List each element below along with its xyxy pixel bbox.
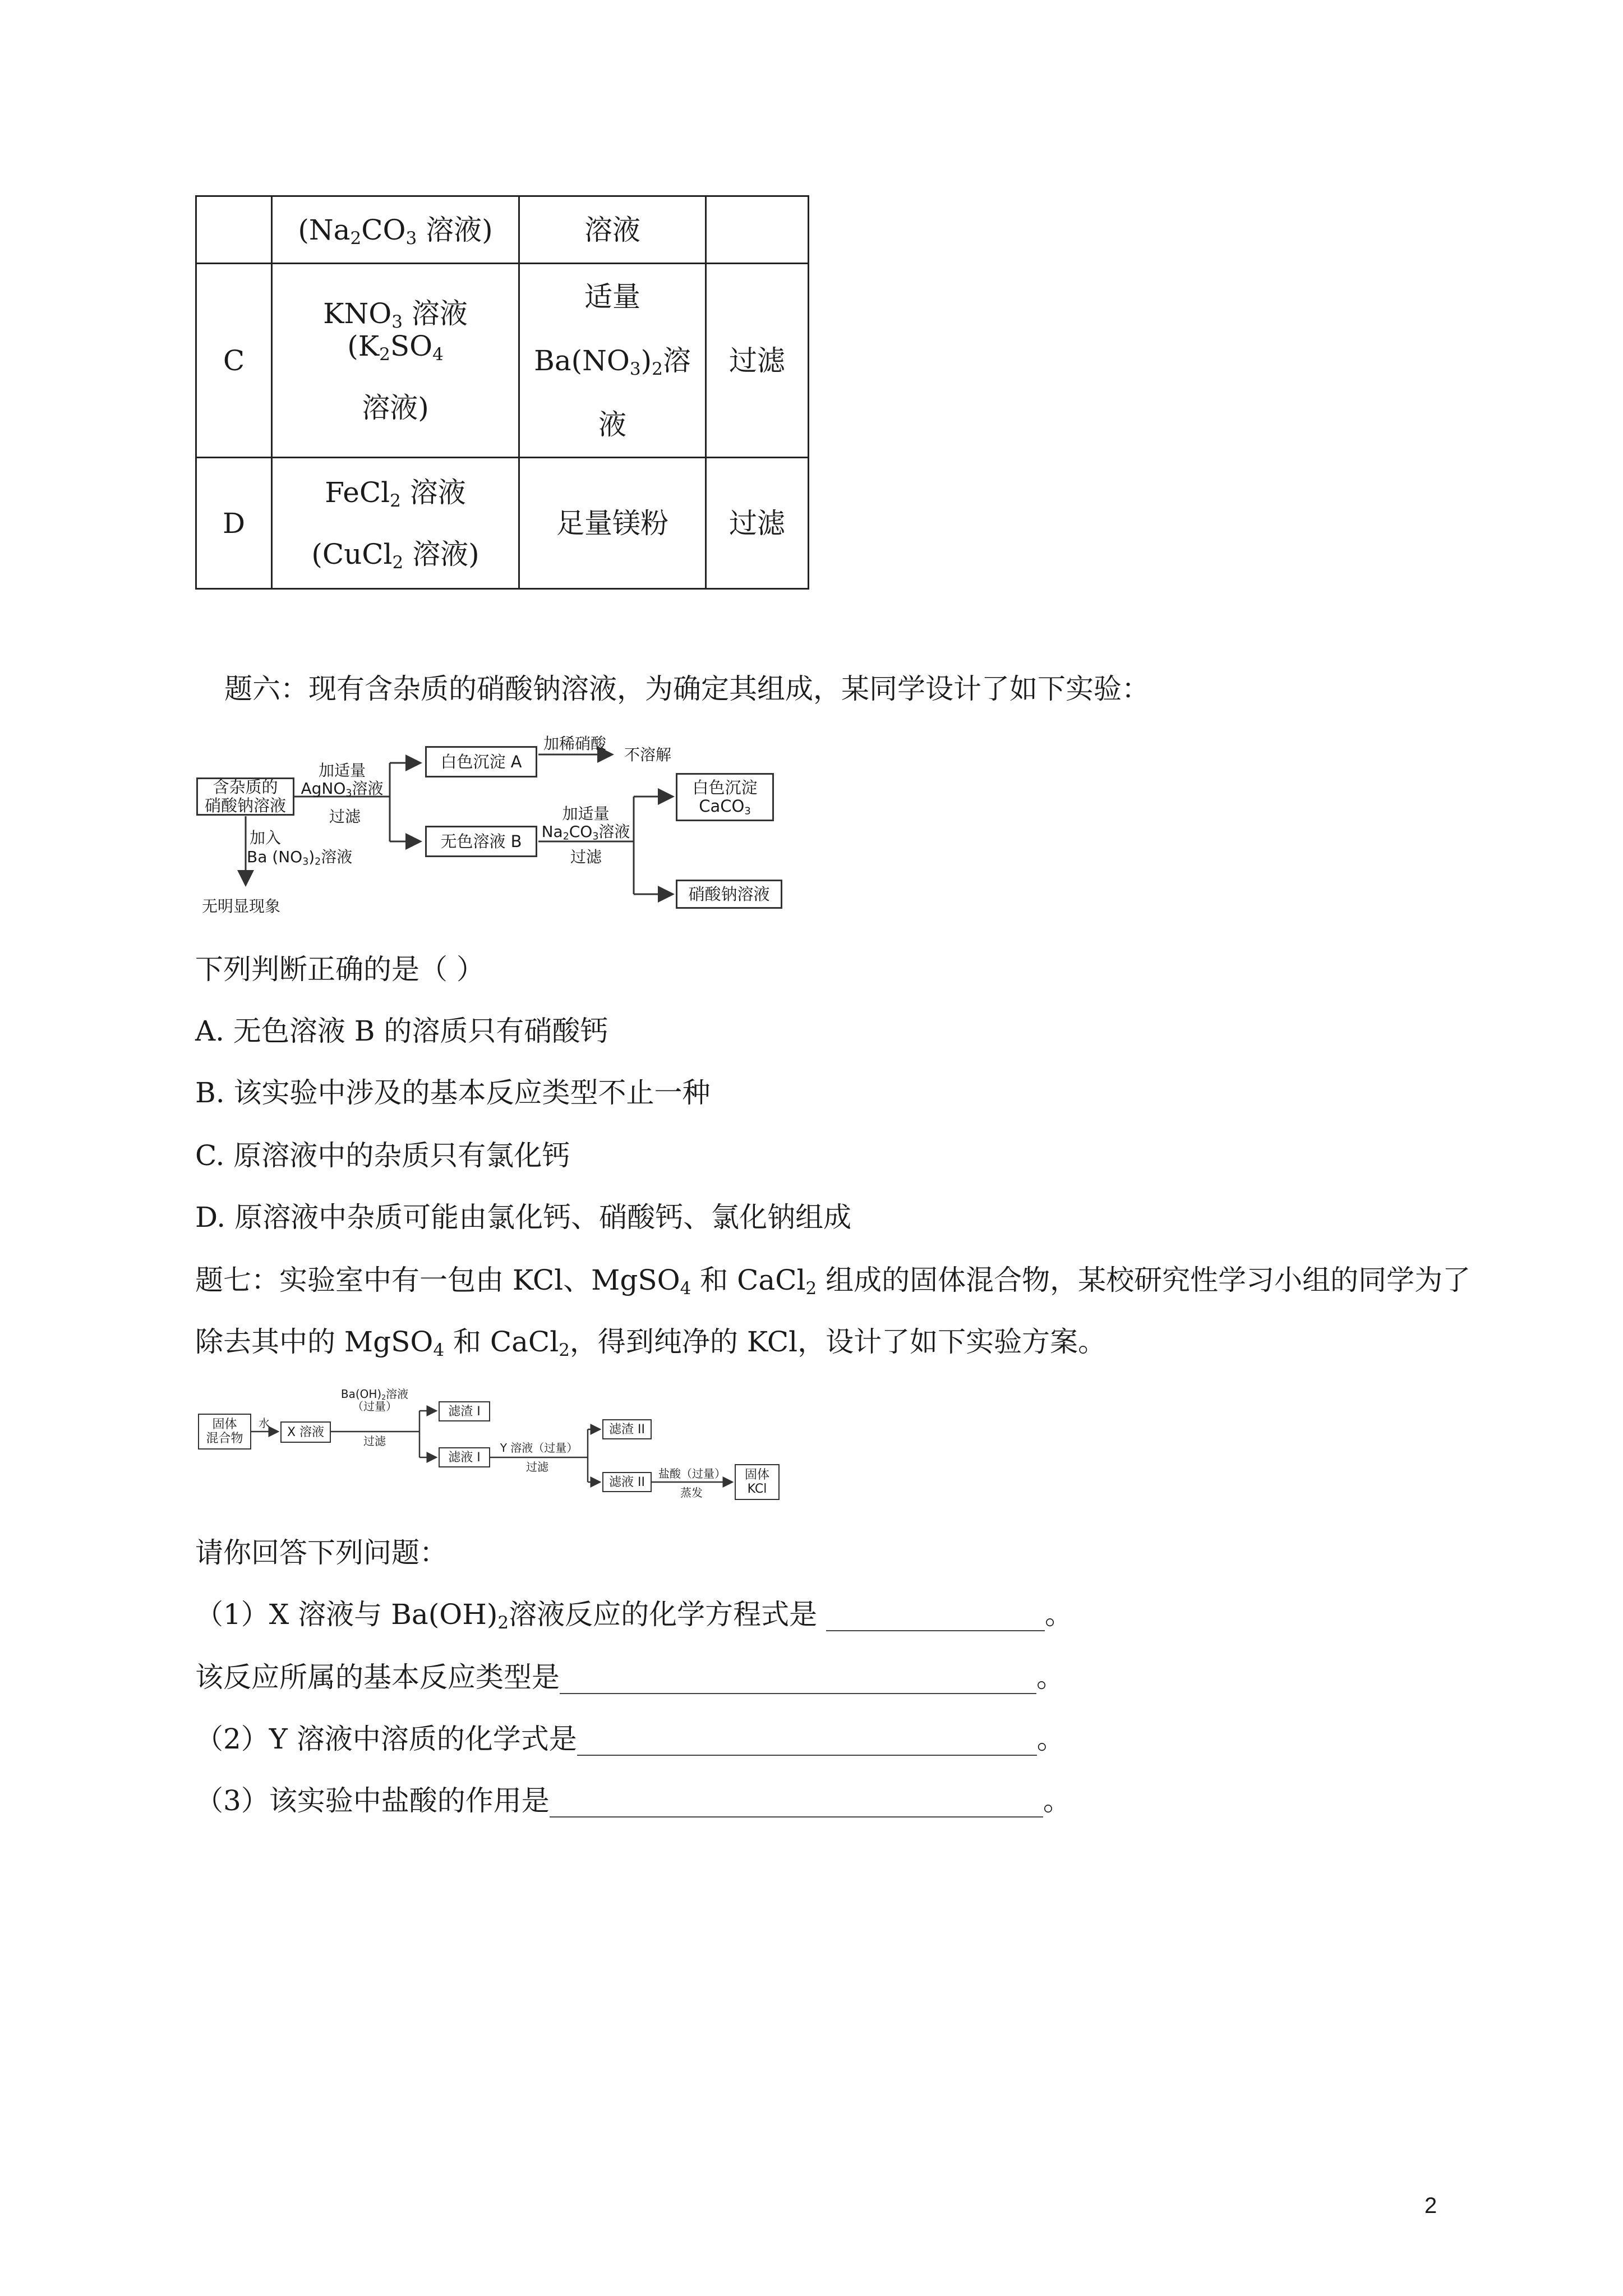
sodium-nitrate-box: 硝酸钠溶液 xyxy=(676,880,782,909)
caco3-precipitate-box: 白色沉淀 CaCO$_3$ xyxy=(676,773,774,821)
table-cell-label xyxy=(196,196,272,264)
q7-flow-diagram xyxy=(195,1386,790,1509)
table-cell-sample: ($Na_2CO_3$ 溶液) xyxy=(272,196,519,264)
insoluble-result: 不溶解 xyxy=(624,746,671,764)
y-solution-label: Y 溶液（过量） xyxy=(500,1441,578,1455)
evaporate-label: 蒸发 xyxy=(680,1486,703,1499)
q7-question-3: （3）该实验中盐酸的作用是 。 xyxy=(195,1784,1071,1817)
colorless-solution-b-box: 无色溶液 B xyxy=(425,826,537,857)
arrow2-filter-label: 过滤 xyxy=(570,848,602,866)
q6-option-b: B. 该实验中涉及的基本反应类型不止一种 xyxy=(195,1076,711,1109)
barium-hydroxide-label: $Ba(OH)_2$溶液 （过量） xyxy=(340,1387,409,1413)
table-cell-reagent: 适量 $Ba(NO_3)_2$溶 液 xyxy=(519,264,706,458)
residue-2-box: 滤渣 II xyxy=(602,1419,652,1439)
answer-blank-1b[interactable] xyxy=(560,1667,1036,1694)
table-cell-sample: $KNO_3$ 溶液($K_2SO_4$ 溶液) xyxy=(272,264,519,458)
arrow2-label: 加适量 $Na_2CO_3$溶液 xyxy=(541,804,630,843)
table-row xyxy=(196,458,809,589)
down-arrow-add-label: 加入 xyxy=(250,829,282,847)
q6-option-a: A. 无色溶液 B 的溶质只有硝酸钙 xyxy=(195,1015,608,1047)
arrow1-label: 加适量 AgNO$_3$溶液 xyxy=(301,761,384,799)
q6-prompt: 下列判断正确的是（ ） xyxy=(195,953,485,986)
table-cell-reagent: 溶液 xyxy=(519,196,706,264)
table-cell-method xyxy=(706,196,809,264)
page-number: 2 xyxy=(1424,2193,1437,2218)
answer-blank-1[interactable] xyxy=(826,1604,1045,1631)
solid-kcl-box: 固体 KCl xyxy=(735,1464,780,1500)
table-cell-method: 过滤 xyxy=(706,458,809,589)
arrow1-filter-label: 过滤 xyxy=(329,807,361,826)
table-cell-label: C xyxy=(196,264,272,458)
q7-question-1: （1）X 溶液与 $Ba(OH)_2$溶液反应的化学方程式是 。 xyxy=(195,1598,1073,1633)
q6-option-c: C. 原溶液中的杂质只有氯化钙 xyxy=(195,1139,570,1172)
residue-1-box: 滤渣 I xyxy=(439,1401,490,1421)
table-cell-sample: FeCl$_2$ 溶液 (CuCl$_2$ 溶液) xyxy=(272,458,519,589)
table-cell-method: 过滤 xyxy=(706,264,809,458)
q6-option-d: D. 原溶液中杂质可能由氯化钙、硝酸钙、氯化钠组成 xyxy=(195,1201,852,1234)
down-arrow-reagent-label: Ba $(NO_3)_2$溶液 xyxy=(247,848,353,868)
solid-mixture-box: 固体 混合物 xyxy=(198,1414,251,1450)
q7-ask: 请你回答下列问题： xyxy=(195,1536,448,1569)
white-precipitate-a-box: 白色沉淀 A xyxy=(425,746,537,777)
q6-flow-diagram xyxy=(191,729,796,920)
filter1-label: 过滤 xyxy=(363,1434,386,1448)
answer-blank-3[interactable] xyxy=(550,1791,1043,1818)
hydrochloric-acid-label: 盐酸（过量） xyxy=(658,1467,726,1480)
q7-question-2: （2）Y 溶液中溶质的化学式是 。 xyxy=(195,1723,1065,1755)
filtrate-2-box: 滤液 II xyxy=(602,1472,652,1492)
table-row xyxy=(196,264,809,458)
no-phenomenon-result: 无明显现象 xyxy=(202,897,281,915)
table-row xyxy=(196,196,809,264)
table-cell-label: D xyxy=(196,458,272,589)
options-table xyxy=(195,195,809,590)
water-label: 水 xyxy=(259,1416,270,1430)
filter2-label: 过滤 xyxy=(526,1460,548,1474)
dilute-nitric-acid-label: 加稀硝酸 xyxy=(543,734,606,753)
x-solution-box: X 溶液 xyxy=(280,1421,331,1443)
table-cell-reagent: 足量镁粉 xyxy=(519,458,706,589)
q7-question-1b: 该反应所属的基本反应类型是 。 xyxy=(195,1661,1064,1694)
q7-stem-line1: 题七：实验室中有一包由 KCl、MgSO$_4$ 和 CaCl$_2$ 组成的固体混合物，某校研究性学习小组的同学为了 xyxy=(195,1264,1471,1299)
answer-blank-2[interactable] xyxy=(577,1729,1037,1756)
start-solution-box: 含杂质的 硝酸钠溶液 xyxy=(196,777,294,816)
filtrate-1-box: 滤液 I xyxy=(439,1447,490,1467)
q6-stem: 题六：现有含杂质的硝酸钠溶液，为确定其组成，某同学设计了如下实验： xyxy=(224,673,1150,705)
q7-stem-line2: 除去其中的 MgSO$_4$ 和 CaCl$_2$，得到纯净的 KCl，设计了如下实验方案。 xyxy=(195,1326,1106,1360)
